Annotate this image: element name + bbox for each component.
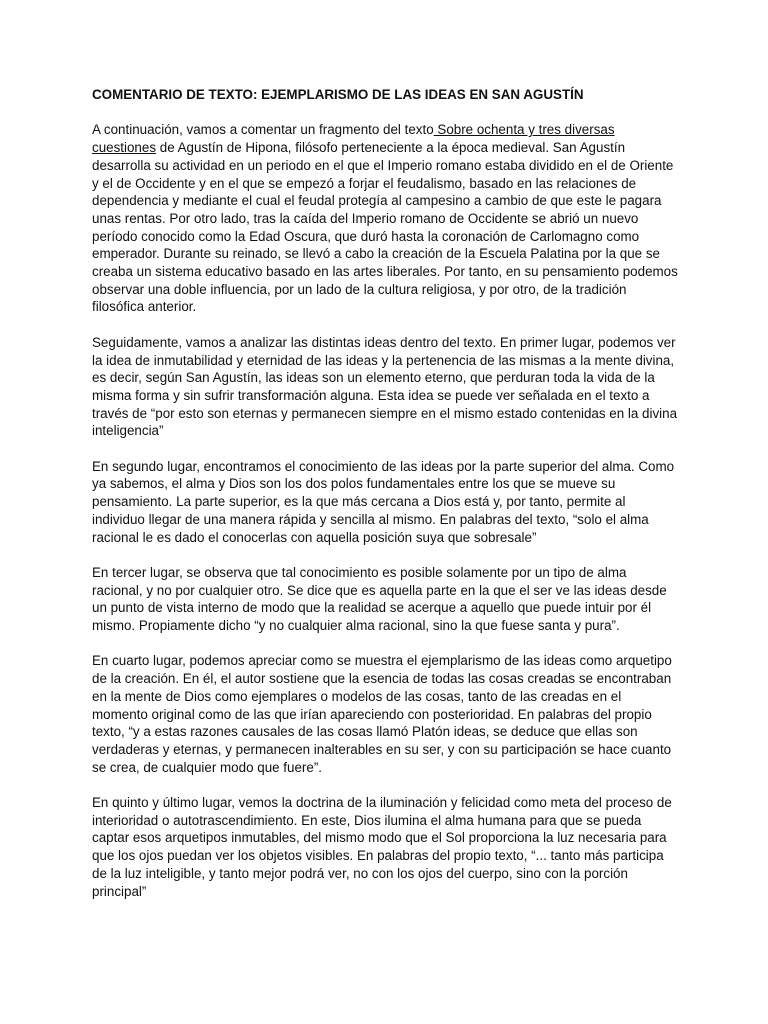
intro-text-after-link: de Agustín de Hipona, filósofo perteneciente a la época medieval. San Agustín desarrolla su actividad en un periodo en el que el Imperio romano estaba dividido en el de Oriente y el de Occidente y en el que se empezó a forjar el feudalismo, basado en las relaciones de dependencia y mediante el cual el feudal protegía al campesino a cambio de que este le pagara unas rentas. Por otro lado, tras la caída del Imperio romano de Occidente se abrió un nuevo período conocido como la Edad Oscura, que duró hasta la coronación de Carlomagno como emperador. Durante su reinado, se llevó a cabo la creación de la Escuela Palatina por la que se creaba un sistema educativo basado en las artes liberales. Por tanto, en su pensamiento podemos observar una doble influencia, por un lado de la cultura religiosa, y por otro, de la tradición filosófica anterior.	[92, 140, 678, 315]
document-body	[92, 86, 678, 918]
paragraph-third-idea: En tercer lugar, se observa que tal conocimiento es posible solamente por un tipo de alma racional, y no por cualquier otro. Se dice que es aquella parte en la que el ser ve las ideas desde un punto de vista interno de modo que la realidad se acerque a aquello que puede intuir por él mismo. Propiamente dicho “y no cualquier alma racional, sino la que fuese santa y pura”.	[92, 564, 667, 634]
source-text-link[interactable]: Sobre ochenta y tres diversas cuestiones	[92, 122, 615, 156]
paragraph-fourth-idea: En cuarto lugar, podemos apreciar como se muestra el ejemplarismo de las ideas como arquetipo de la creación. En él, el autor sostiene que la esencia de todas las cosas creadas se encontraban en la mente de Dios como ejemplares o modelos de las cosas, tanto de las creadas en el momento original como de las que irían apareciendo con posterioridad. En palabras del propio texto, “y a estas razones causales de las cosas llamó Platón ideas, se deduce que ellas son verdaderas y eternas, y permanecen inalterables en su ser, y con su participación se hace cuanto se crea, de cualquier modo que fuere”.	[92, 653, 672, 775]
intro-text-before-link: A continuación, vamos a comentar un fragmento del texto	[92, 122, 434, 138]
paragraph-fifth-idea: En quinto y último lugar, vemos la doctrina de la iluminación y felicidad como meta del proceso de interioridad o autotrascendimiento. En este, Dios ilumina el alma humana para que se pueda captar esos arquetipos inmutables, del mismo modo que el Sol proporciona la luz necesaria para que los ojos puedan ver los objetos visibles. En palabras del propio texto, “... tanto más participa de la luz inteligible, y tanto mejor podrá ver, no con los ojos del cuerpo, sino con la porción principal”	[92, 795, 672, 899]
intro-paragraph	[92, 121, 678, 316]
paragraph-second-idea: En segundo lugar, encontramos el conocimiento de las ideas por la parte superior del alma. Como ya sabemos, el alma y Dios son los dos polos fundamentales entre los que se mueve su pensamiento. La parte superior, es la que más cercana a Dios está y, por tanto, permite al individuo llegar de una manera rápida y sencilla al mismo. En palabras del texto, “solo el alma racional le es dado el conocerlas con aquella posición suya que sobresale”	[92, 458, 675, 545]
paragraph-first-idea: Seguidamente, vamos a analizar las distintas ideas dentro del texto. En primer lugar, podemos ver la idea de inmutabilidad y eternidad de las ideas y la pertenencia de las mismas a la mente divina, es decir, según San Agustín, las ideas son un elemento eterno, que perduran toda la vida de la misma forma y sin sufrir transformación alguna. Esta idea se puede ver señalada en el texto a través de “por esto son eternas y permanecen siempre en el mismo estado contenidas en la divina inteligencia”	[92, 334, 678, 439]
document-title: COMENTARIO DE TEXTO: EJEMPLARISMO DE LAS IDEAS EN SAN AGUSTÍN	[92, 87, 584, 102]
